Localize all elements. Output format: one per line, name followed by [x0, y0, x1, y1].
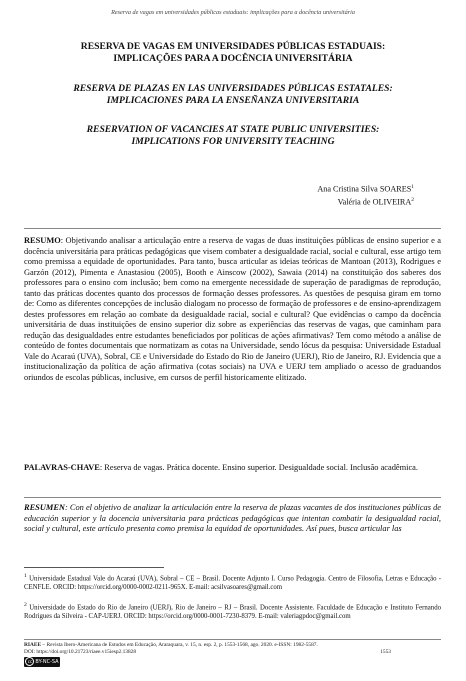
separator-footer	[24, 639, 441, 640]
journal-citation: RIAEE – Revista Ibero-Americana de Estudos em Educação, Araraquara, v. 15, n. esp. 2, p. 1553-1568, ago. 2020. e-ISSN: 1982-5587.	[24, 642, 318, 648]
abstract-spanish	[24, 503, 441, 535]
title-es-line2: IMPLICACIONES PARA LA ENSEÑANZA UNIVERSITARIA	[106, 94, 360, 106]
title-en-line2: IMPLICATIONS FOR UNIVERSITY TEACHING	[131, 135, 335, 147]
page-number: 1553	[380, 649, 391, 655]
author-2-footnote-mark[interactable]: 2	[411, 197, 414, 204]
abstract-label: RESUMO	[24, 236, 61, 245]
resumen-label: RESUMEN	[24, 503, 65, 512]
keywords-text: : Reserva de vagas. Prática docente. Ensino superior. Desigualdade social. Inclusão acadêmica.	[99, 463, 418, 472]
author-1: Ana Cristina Silva SOARES$^1$	[317, 184, 414, 194]
abstract-text: : Objetivando analisar a articulação entre a reserva de vagas de duas instituições públicas de ensino superior e a docência universitária para práticas pedagógicas que visem combater a desigualdade racial, social e cultural, esse artigo tem como premissa a equidade de oportunidades. Para tanto, busca articular as ideias teóricas de Mantoan (2013), Rodrigues e Garzón (2012), Pimenta e Anastasiou (2005), Booth e Ainscow (2002), Sawaia (2014) na constituição dos saberes dos professores para o ensino com inclusão; bem como na emergente necessidade de superação de paradigmas de reprodução, tanto das práticas docentes quanto dos processos de formação desses professores. As questões de pesquisa giram em torno de: Como as diferentes concepções de inclusão dialogam no processo de formação de professores e de ensino-aprendizagem destes professores em relação ao combate da desigualdade racial, social e cultural? Que evidências o campo da docência universitária de duas instituições de ensino superior diz sobre as experiências das reservas de vagas, que caminham para redução das desigualdades entre estudantes beneficiados por políticas de ações afirmativas? Tem como método a análise de conteúdo de fontes documentais que normatizam as cotas na Universidade, sendo lócus da pesquisa: Universidade Estadual Vale do Acaraú (UVA), Sobral, CE e Universidade do Estado do Rio de Janeiro (UERJ), Rio de Janeiro, RJ. Evidencia que a institucionalização da política de ação afirmativa (cotas sociais) na UVA e UERJ tem ampliado o acesso de graduandos oriundos de escolas públicas, inclusive, em cursos de perfil historicamente elitizado.	[24, 236, 441, 382]
running-head: Reserva de vagas em universidades públicas estaduais: implicações para a docência universitária	[111, 9, 355, 16]
title-spanish	[60, 83, 406, 106]
abstract-portuguese	[24, 236, 441, 383]
separator-top	[24, 228, 441, 229]
keywords-portuguese	[24, 463, 441, 474]
author-list	[317, 182, 414, 208]
title-en-line1: RESERVATION OF VACANCIES AT STATE PUBLIC UNIVERSITIES:	[86, 124, 380, 135]
doi-link[interactable]: DOI: https://doi.org/10.21723/riaee.v15iesp2.13828	[24, 648, 137, 655]
separator-middle	[24, 497, 441, 498]
title-pt-line1: RESERVA DE VAGAS EM UNIVERSIDADES PÚBLICAS ESTADUAIS:	[80, 41, 386, 52]
footnote-1: $^1$ Universidade Estadual Vale do Acaraú (UVA), Sobral – CE – Brasil. Docente Adjunto I. Curso Pedagogia. Centro de Filosofia, Letras e Educação - CENFLE. ORCID: https://orcid.org/0000-0002-0211-965X. E-mail: acsilvasoares@gmail.com	[24, 573, 442, 591]
title-es-line1: RESERVA DE PLAZAS EN LAS UNIVERSIDADES PÚBLICAS ESTATALES:	[73, 83, 393, 94]
footnote-rule	[24, 567, 164, 568]
footnote-2: $^2$ Universidade do Estado do Rio de Janeiro (UERJ), Rio de Janeiro – RJ – Brasil. Docente Assistente. Faculdade de Educação e Instituto Fernando Rodrigues da Silveira - CAP-UERJ. ORCID: https://orcid.org/0000-0001-7230-8379. E-mail: valeriagpdoc@gmail.com	[24, 602, 441, 620]
creative-commons-license-badge[interactable]: cc BY-NC-SA	[24, 657, 60, 667]
cc-icon: cc	[25, 657, 34, 666]
keywords-label: PALAVRAS-CHAVE	[24, 463, 100, 472]
page-footer	[24, 642, 441, 656]
author-2: Valéria de OLIVEIRA$^2$	[337, 197, 414, 207]
resumen-text: : Con el objetivo de analizar la articulación entre la reserva de plazas vacantes de dos instituciones públicas de educación superior y la docencia universitaria para prácticas pedagógicas que intentan combatir la desigualdad racial, social y cultural, este artículo presenta como premisa la equidad de oportunidades. Así pues, busca articular las	[24, 503, 441, 533]
author-1-footnote-mark[interactable]: 1	[411, 184, 414, 190]
title-english	[60, 124, 406, 147]
title-pt-line2: IMPLICAÇÕES PARA A DOCÊNCIA UNIVERSITÁRIA	[113, 52, 353, 64]
title-portuguese	[60, 41, 406, 64]
